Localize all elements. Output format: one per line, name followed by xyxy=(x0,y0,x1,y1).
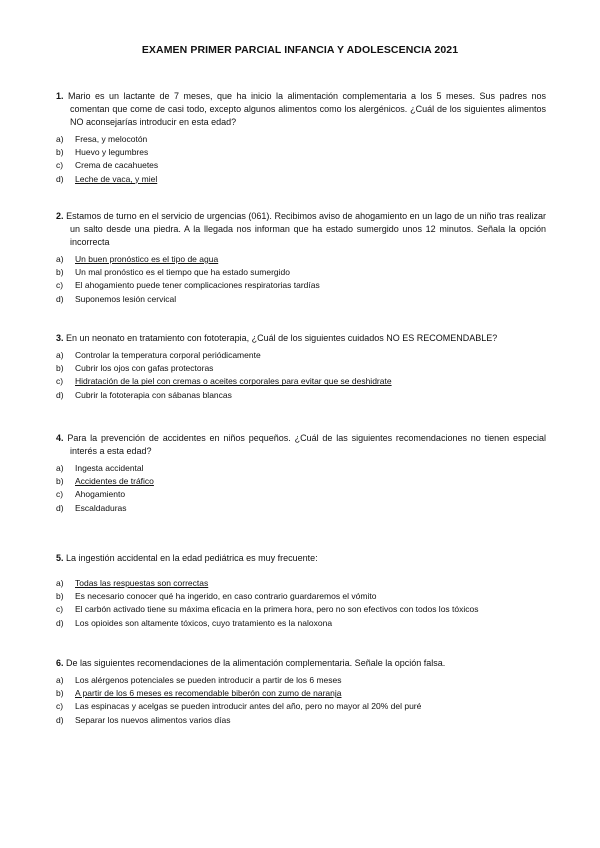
option-d: d) Separar los nuevos alimentos varios días xyxy=(56,714,231,725)
option-d: d) Suponemos lesión cervical xyxy=(56,293,177,304)
option-d-answer: d) Leche de vaca, y miel xyxy=(56,173,158,184)
option-a: a) Los alérgenos potenciales se pueden introducir a partir de los 6 meses xyxy=(56,675,342,685)
options-list xyxy=(56,462,546,515)
question-5 xyxy=(56,552,546,630)
option-b: b) Un mal pronóstico es el tiempo que ha estado sumergido xyxy=(56,267,290,278)
option-d: d) Escaldaduras xyxy=(56,502,127,513)
question-6 xyxy=(56,657,546,727)
options-list xyxy=(56,133,546,186)
option-a: a) Ingesta accidental xyxy=(56,463,144,473)
question-number: 1. xyxy=(56,91,64,101)
option-c: c) El carbón activado tiene su máxima eficacia en la primera hora, pero no son efectivos con todos los tóxicos xyxy=(56,604,479,615)
question-1 xyxy=(56,90,546,186)
option-c-answer: c) Hidratación de la piel con cremas o aceites corporales para evitar que se deshidrate xyxy=(56,376,392,387)
option-a-answer: a) Todas las respuestas son correctas xyxy=(56,578,209,588)
question-text: 6. De las siguientes recomendaciones de la alimentación complementaria. Señale la opción falsa. xyxy=(56,658,446,668)
option-b: b) Huevo y legumbres xyxy=(56,147,149,158)
option-b-answer: b) Accidentes de tráfico xyxy=(56,476,154,487)
option-a: a) Controlar la temperatura corporal periódicamente xyxy=(56,350,261,360)
option-b-answer: b) A partir de los 6 meses es recomendable biberón con zumo de naranja xyxy=(56,688,342,699)
option-b: b) Es necesario conocer qué ha ingerido, en caso contrario guardaremos el vómito xyxy=(56,591,377,602)
option-b: b) Cubrir los ojos con gafas protectoras xyxy=(56,363,214,374)
question-text: 4. Para la prevención de accidentes en niños pequeños. ¿Cuál de las siguientes recomendaciones no tienen especial interés a esta edad? xyxy=(56,433,546,456)
question-2 xyxy=(56,210,546,306)
options-list xyxy=(56,253,546,306)
option-c: c) Las espinacas y acelgas se pueden introducir antes del año, pero no mayor al 20% del puré xyxy=(56,701,422,712)
option-c: c) Crema de cacahuetes xyxy=(56,160,159,171)
question-text: 1. Mario es un lactante de 7 meses, que ha inicio la alimentación complementaria a los 5 meses. Sus padres nos comentan que come de casi todo, excepto algunos alimentos como los alergénicos. ¿Cuál de los siguientes alimentos NO aconsejarías introducir en esta edad? xyxy=(56,91,546,127)
question-4 xyxy=(56,432,546,515)
question-number: 4. xyxy=(56,433,64,443)
question-3 xyxy=(56,332,546,402)
question-number: 2. xyxy=(56,211,64,221)
question-number: 5. xyxy=(56,553,64,563)
question-number: 6. xyxy=(56,658,64,668)
option-a: a) Fresa, y melocotón xyxy=(56,134,148,144)
option-d: d) Los opioides son altamente tóxicos, cuyo tratamiento es la naloxona xyxy=(56,617,333,628)
options-list xyxy=(56,577,546,630)
exam-title: EXAMEN PRIMER PARCIAL INFANCIA Y ADOLESCENCIA 2021 xyxy=(141,44,459,56)
question-text: 3. En un neonato en tratamiento con fototerapia, ¿Cuál de los siguientes cuidados NO ES RECOMENDABLE? xyxy=(56,333,498,343)
option-c: c) El ahogamiento puede tener complicaciones respiratorias tardías xyxy=(56,280,320,291)
question-text: 5. La ingestión accidental en la edad pediátrica es muy frecuente: xyxy=(56,553,318,563)
options-list xyxy=(56,674,546,727)
question-text: 2. Estamos de turno en el servicio de urgencias (061). Recibimos aviso de ahogamiento en un lago de un niño tras realizar un salto desde una piedra. A la llegada nos informan que ha estado sumergido unos 12 minutos. Señala la opción incorrecta xyxy=(56,211,546,247)
options-list xyxy=(56,349,546,402)
option-c: c) Ahogamiento xyxy=(56,489,126,500)
option-a-answer: a) Un buen pronóstico es el tipo de agua xyxy=(56,254,219,264)
option-d: d) Cubrir la fototerapia con sábanas blancas xyxy=(56,389,232,400)
question-number: 3. xyxy=(56,333,64,343)
